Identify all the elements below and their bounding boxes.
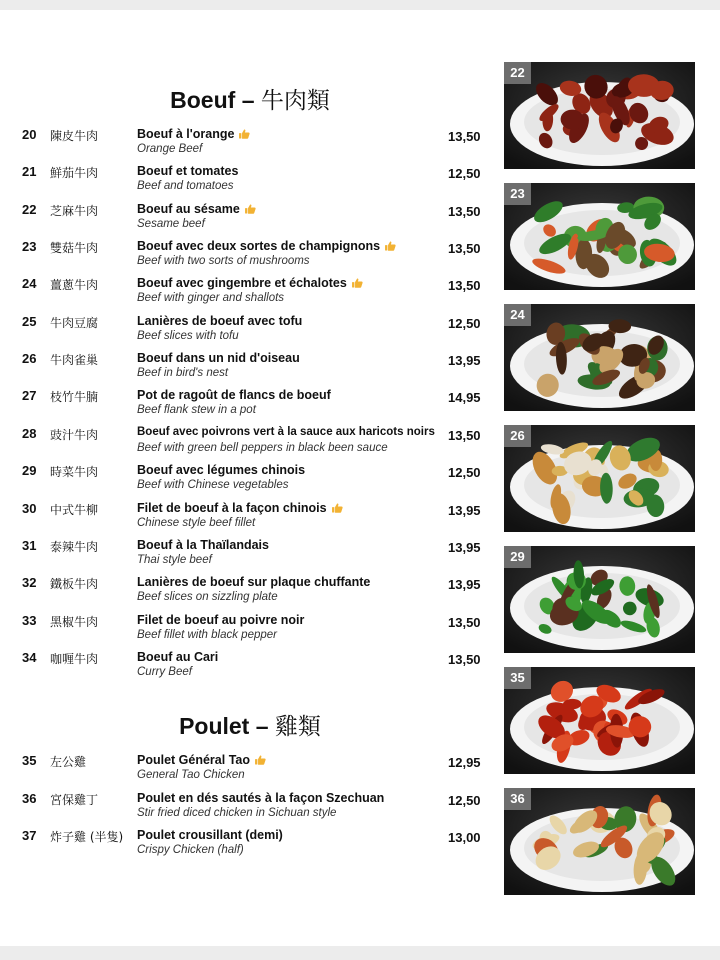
menu-item	[0, 426, 500, 462]
food-plate-illustration	[504, 304, 695, 411]
item-number: 27	[22, 388, 37, 404]
item-name-zh: 豉汁牛肉	[50, 427, 99, 442]
item-price: 13,95	[448, 539, 481, 555]
ginger-beef-photo	[504, 304, 695, 411]
thumbs-up-icon	[245, 204, 256, 214]
item-name-fr: Boeuf dans un nid d'oiseau	[137, 351, 300, 366]
item-number: 35	[22, 753, 37, 768]
item-price: 13,50	[448, 203, 481, 219]
item-name-fr: Lanières de boeuf avec tofu	[137, 313, 303, 328]
item-name-en: Curry Beef	[137, 665, 192, 678]
item-price: 13,95	[448, 502, 481, 518]
item-name-fr: Filet de boeuf à la façon chinois	[137, 501, 343, 515]
food-plate-illustration	[504, 788, 695, 895]
item-name-fr: Boeuf avec poivrons vert à la sauce aux haricots noirs	[137, 425, 435, 438]
section-title-zh: 雞類	[274, 713, 321, 739]
menu-item	[0, 463, 500, 499]
item-name-zh: 咖喱牛肉	[50, 651, 99, 666]
item-number: 25	[22, 313, 37, 329]
photo-number-badge: 29	[504, 546, 531, 568]
menu-item	[0, 613, 500, 649]
item-number: 31	[22, 537, 37, 553]
item-name-en: Beef slices on sizzling plate	[137, 591, 278, 604]
sesame-beef-photo	[504, 62, 695, 169]
item-name-en: Beef with ginger and shallots	[137, 292, 285, 305]
menu-item	[0, 351, 500, 387]
item-name-zh: 雙菇牛肉	[50, 241, 99, 256]
birds-nest-beef-photo	[504, 425, 695, 532]
item-name-zh: 枝竹牛腩	[50, 390, 99, 405]
item-name-en: Beef in bird's nest	[137, 367, 229, 380]
section-heading-boeuf	[0, 82, 500, 115]
mushroom-beef-photo	[504, 183, 695, 290]
photo-number-badge: 35	[504, 667, 531, 689]
food-plate-illustration	[504, 667, 695, 774]
item-name-zh: 炸子雞 (半隻)	[50, 830, 124, 844]
item-name-fr: Poulet en dés sautés à la façon Szechuan	[137, 790, 385, 805]
item-price: 13,50	[448, 427, 481, 443]
item-name-en: Chinese style beef fillet	[137, 516, 256, 529]
item-name-fr: Boeuf au Cari	[137, 649, 219, 664]
item-name-zh: 牛肉雀巢	[50, 353, 99, 368]
item-number: 24	[22, 276, 37, 292]
item-number: 23	[22, 239, 37, 255]
photo-number-badge: 23	[504, 183, 531, 205]
vegetable-beef-photo	[504, 546, 695, 653]
photo-number-badge: 36	[504, 788, 531, 810]
item-name-fr: Boeuf au sésame	[137, 202, 256, 216]
item-name-zh: 牛肉豆腐	[50, 315, 99, 330]
food-plate-illustration	[504, 183, 695, 290]
item-name-fr: Boeuf à l'orange	[137, 127, 250, 141]
item-number: 36	[22, 790, 37, 806]
thumbs-up-icon	[385, 241, 396, 251]
item-price: 12,50	[448, 315, 481, 331]
item-name-en: Orange Beef	[137, 143, 203, 155]
item-name-fr: Boeuf avec légumes chinois	[137, 463, 306, 478]
item-name-fr: Boeuf avec deux sortes de champignons	[137, 239, 396, 253]
thumbs-up-icon	[255, 755, 266, 765]
item-number: 30	[22, 500, 37, 516]
item-price: 13,95	[448, 353, 481, 369]
item-number: 32	[22, 575, 37, 591]
thumbs-up-icon	[352, 278, 363, 288]
item-name-en: Crispy Chicken (half)	[137, 844, 244, 856]
item-price: 13,50	[448, 651, 481, 667]
item-number: 34	[22, 649, 37, 665]
item-name-zh: 薑蔥牛肉	[50, 278, 99, 293]
item-name-zh: 鮮茄牛肉	[50, 166, 99, 181]
item-name-zh: 陳皮牛肉	[50, 129, 99, 143]
menu-item	[0, 501, 500, 537]
item-name-en: General Tao Chicken	[137, 769, 245, 781]
item-price: 13,50	[448, 241, 481, 257]
item-name-en: Beef with green bell peppers in black been sauce	[137, 441, 388, 454]
item-name-fr: Boeuf avec gingembre et échalotes	[137, 276, 363, 290]
menu-item	[0, 538, 500, 574]
photo-number-badge: 24	[504, 304, 531, 326]
item-price: 14,95	[448, 390, 481, 406]
item-price: 13,00	[448, 830, 481, 845]
item-price: 13,50	[448, 614, 481, 630]
thumbs-up-icon	[332, 503, 343, 513]
menu-item	[0, 164, 500, 200]
item-number: 20	[22, 127, 37, 142]
item-price: 13,95	[448, 577, 481, 593]
item-name-fr: Lanières de boeuf sur plaque chuffante	[137, 575, 371, 590]
item-name-fr: Poulet crousillant (demi)	[137, 828, 283, 842]
item-name-en: Stir fried diced chicken in Sichuan style	[137, 806, 337, 819]
menu-item	[0, 650, 500, 686]
item-number: 22	[22, 201, 37, 217]
section-title: Boeuf	[170, 87, 236, 113]
menu-item	[0, 753, 500, 789]
item-price: 12,50	[448, 465, 481, 481]
section-title-zh: 牛肉類	[260, 87, 330, 113]
item-name-en: Beef flank stew in a pot	[137, 404, 256, 417]
item-name-zh: 宮保雞丁	[50, 792, 99, 807]
menu-item	[0, 828, 500, 864]
section-title: Poulet	[179, 713, 250, 739]
item-name-en: Beef slices with tofu	[137, 329, 239, 342]
item-name-fr: Pot de ragoût de flancs de boeuf	[137, 388, 331, 403]
item-name-zh: 中式牛柳	[50, 502, 99, 517]
menu-item	[0, 575, 500, 611]
item-name-en: Sesame beef	[137, 217, 205, 230]
item-name-zh: 左公雞	[50, 755, 87, 769]
food-plate-illustration	[504, 425, 695, 532]
item-name-zh: 鐵板牛肉	[50, 577, 99, 592]
item-name-fr: Filet de boeuf au poivre noir	[137, 612, 305, 627]
item-name-en: Beef and tomatoes	[137, 180, 234, 193]
menu-page	[0, 10, 720, 946]
item-name-en: Beef with Chinese vegetables	[137, 479, 289, 492]
item-price: 12,95	[448, 755, 481, 770]
food-plate-illustration	[504, 62, 695, 169]
menu-item	[0, 791, 500, 827]
item-name-fr: Boeuf et tomates	[137, 164, 239, 179]
menu-item	[0, 202, 500, 238]
section-dash: –	[255, 713, 269, 739]
section-dash: –	[241, 87, 255, 113]
item-name-zh: 黑椒牛肉	[50, 614, 99, 629]
photo-number-badge: 22	[504, 62, 531, 84]
item-name-en: Thai style beef	[137, 553, 212, 566]
item-name-zh: 時菜牛肉	[50, 465, 99, 480]
food-plate-illustration	[504, 546, 695, 653]
szechuan-chicken-photo	[504, 788, 695, 895]
menu-item	[0, 127, 500, 163]
item-number: 29	[22, 463, 37, 479]
item-number: 26	[22, 351, 37, 367]
menu-item	[0, 388, 500, 424]
item-name-en: Beef fillet with black pepper	[137, 628, 277, 641]
item-name-zh: 泰辣牛肉	[50, 539, 99, 554]
menu-item	[0, 314, 500, 350]
item-price: 13,50	[448, 129, 481, 144]
item-name-zh: 芝麻牛肉	[50, 203, 99, 218]
section-heading-poulet	[0, 708, 500, 741]
menu-item	[0, 276, 500, 312]
thumbs-up-icon	[239, 129, 250, 139]
item-number: 21	[22, 164, 37, 180]
menu-item	[0, 239, 500, 275]
general-tao-chicken-photo	[504, 667, 695, 774]
photo-number-badge: 26	[504, 425, 531, 447]
item-price: 12,50	[448, 166, 481, 182]
item-number: 37	[22, 828, 37, 843]
item-name-fr: Boeuf à la Thaïlandais	[137, 537, 269, 552]
item-name-fr: Poulet Général Tao	[137, 753, 266, 767]
item-number: 33	[22, 612, 37, 628]
item-price: 13,50	[448, 278, 481, 294]
item-name-en: Beef with two sorts of mushrooms	[137, 255, 310, 268]
item-price: 12,50	[448, 792, 481, 808]
item-number: 28	[22, 425, 37, 441]
